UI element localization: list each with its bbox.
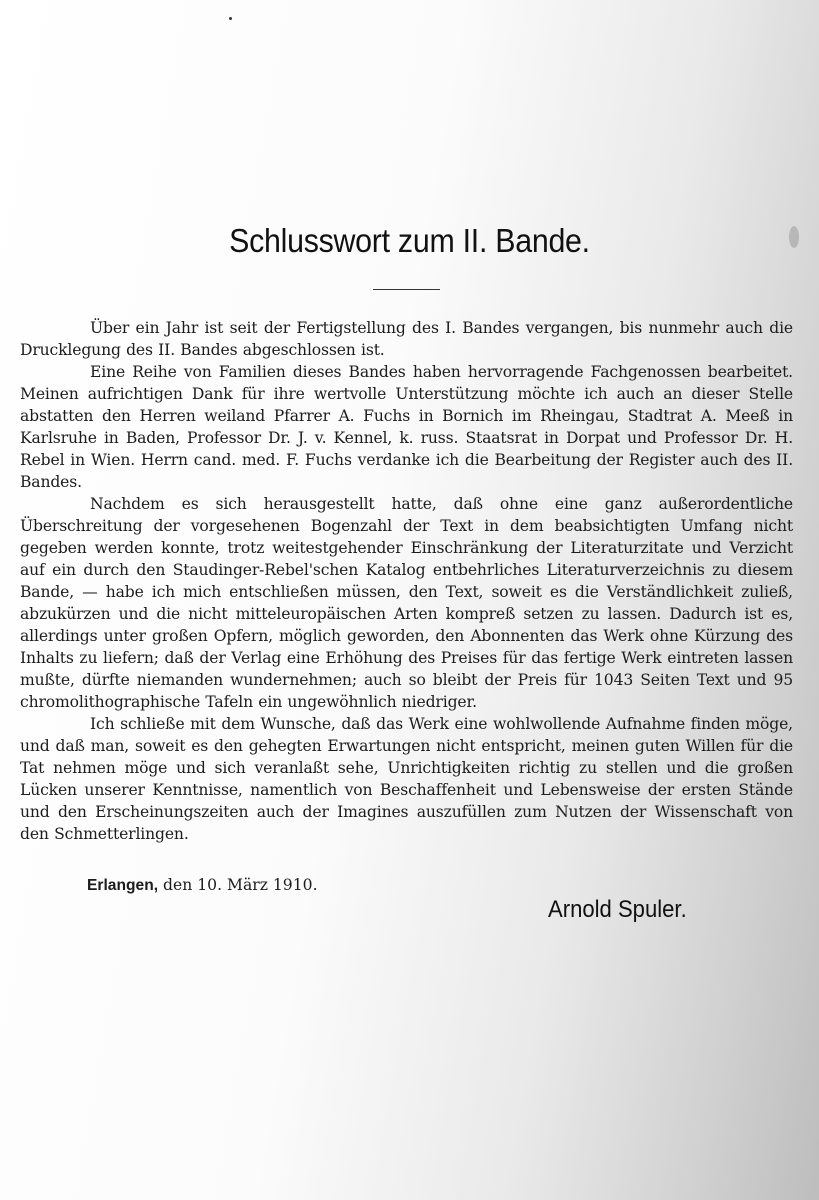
- date-text: den 10. März 1910.: [163, 876, 318, 894]
- author-signature: Arnold Spuler.: [548, 896, 687, 923]
- edge-shadow-mark: [789, 226, 799, 248]
- date-line: [87, 876, 318, 895]
- body-text: [20, 317, 793, 845]
- page-title: Schlusswort zum II. Bande.: [229, 222, 590, 259]
- paragraph-2: Eine Reihe von Familien dieses Bandes haben hervorragende Fachgenossen bearbeitet. Meinen aufrichtigen Dank für ihre wertvolle Unterstützung möchte ich auch an dieser Stelle abstatten den Herren weiland Pfarrer A. Fuchs in Bornich im Rheingau, Stadtrat A. Meeß in Karlsruhe in Baden, Professor Dr. J. v. Kennel, k. russ. Staatsrat in Dorpat und Professor Dr. H. Rebel in Wien. Herrn cand. med. F. Fuchs verdanke ich die Bearbeitung der Register auch des II. Bandes.: [20, 363, 793, 491]
- title-divider: [373, 289, 440, 290]
- paragraph-3: Nachdem es sich herausgestellt hatte, daß ohne eine ganz außerordentliche Überschreitung der vorgesehenen Bogenzahl der Text in dem beabsichtigten Umfang nicht gegeben werden konnte, trotz weitestgehender Einschränkung der Literaturzitate und Verzicht auf ein durch den Staudinger-Rebel'schen Katalog entbehrliches Literaturverzeichnis zu diesem Bande, — habe ich mich entschließen müssen, den Text, soweit es die Verständlichkeit zuließ, abzukürzen und die nicht mitteleuropäischen Arten kompreß setzen zu lassen. Dadurch ist es, allerdings unter großen Opfern, möglich geworden, den Abonnenten das Werk ohne Kürzung des Inhalts zu liefern; daß der Verlag eine Erhöhung des Preises für das fertige Werk eintreten lassen mußte, dürfte niemanden wundernehmen; auch so bleibt der Preis für 1043 Seiten Text und 95 chromolithographische Tafeln ein ungewöhnlich niedriger.: [20, 495, 793, 711]
- paragraph-1: Über ein Jahr ist seit der Fertigstellung des I. Bandes vergangen, bis nunmehr auch die Drucklegung des II. Bandes abgeschlossen ist.: [20, 319, 793, 359]
- paragraph-4: Ich schließe mit dem Wunsche, daß das Werk eine wohlwollende Aufnahme finden möge, und daß man, soweit es den gehegten Erwartungen nicht entspricht, meinen guten Willen für die Tat nehmen möge und sich veranlaßt sehe, Unrichtigkeiten richtig zu stellen und die großen Lücken unserer Kenntnisse, namentlich von Beschaffenheit und Lebensweise der ersten Stände und den Erscheinungszeiten auch der Imagines auszufüllen zum Nutzen der Wissenschaft von den Schmetterlingen.: [20, 715, 793, 843]
- place-name: Erlangen,: [87, 877, 159, 894]
- print-speck: [229, 17, 232, 20]
